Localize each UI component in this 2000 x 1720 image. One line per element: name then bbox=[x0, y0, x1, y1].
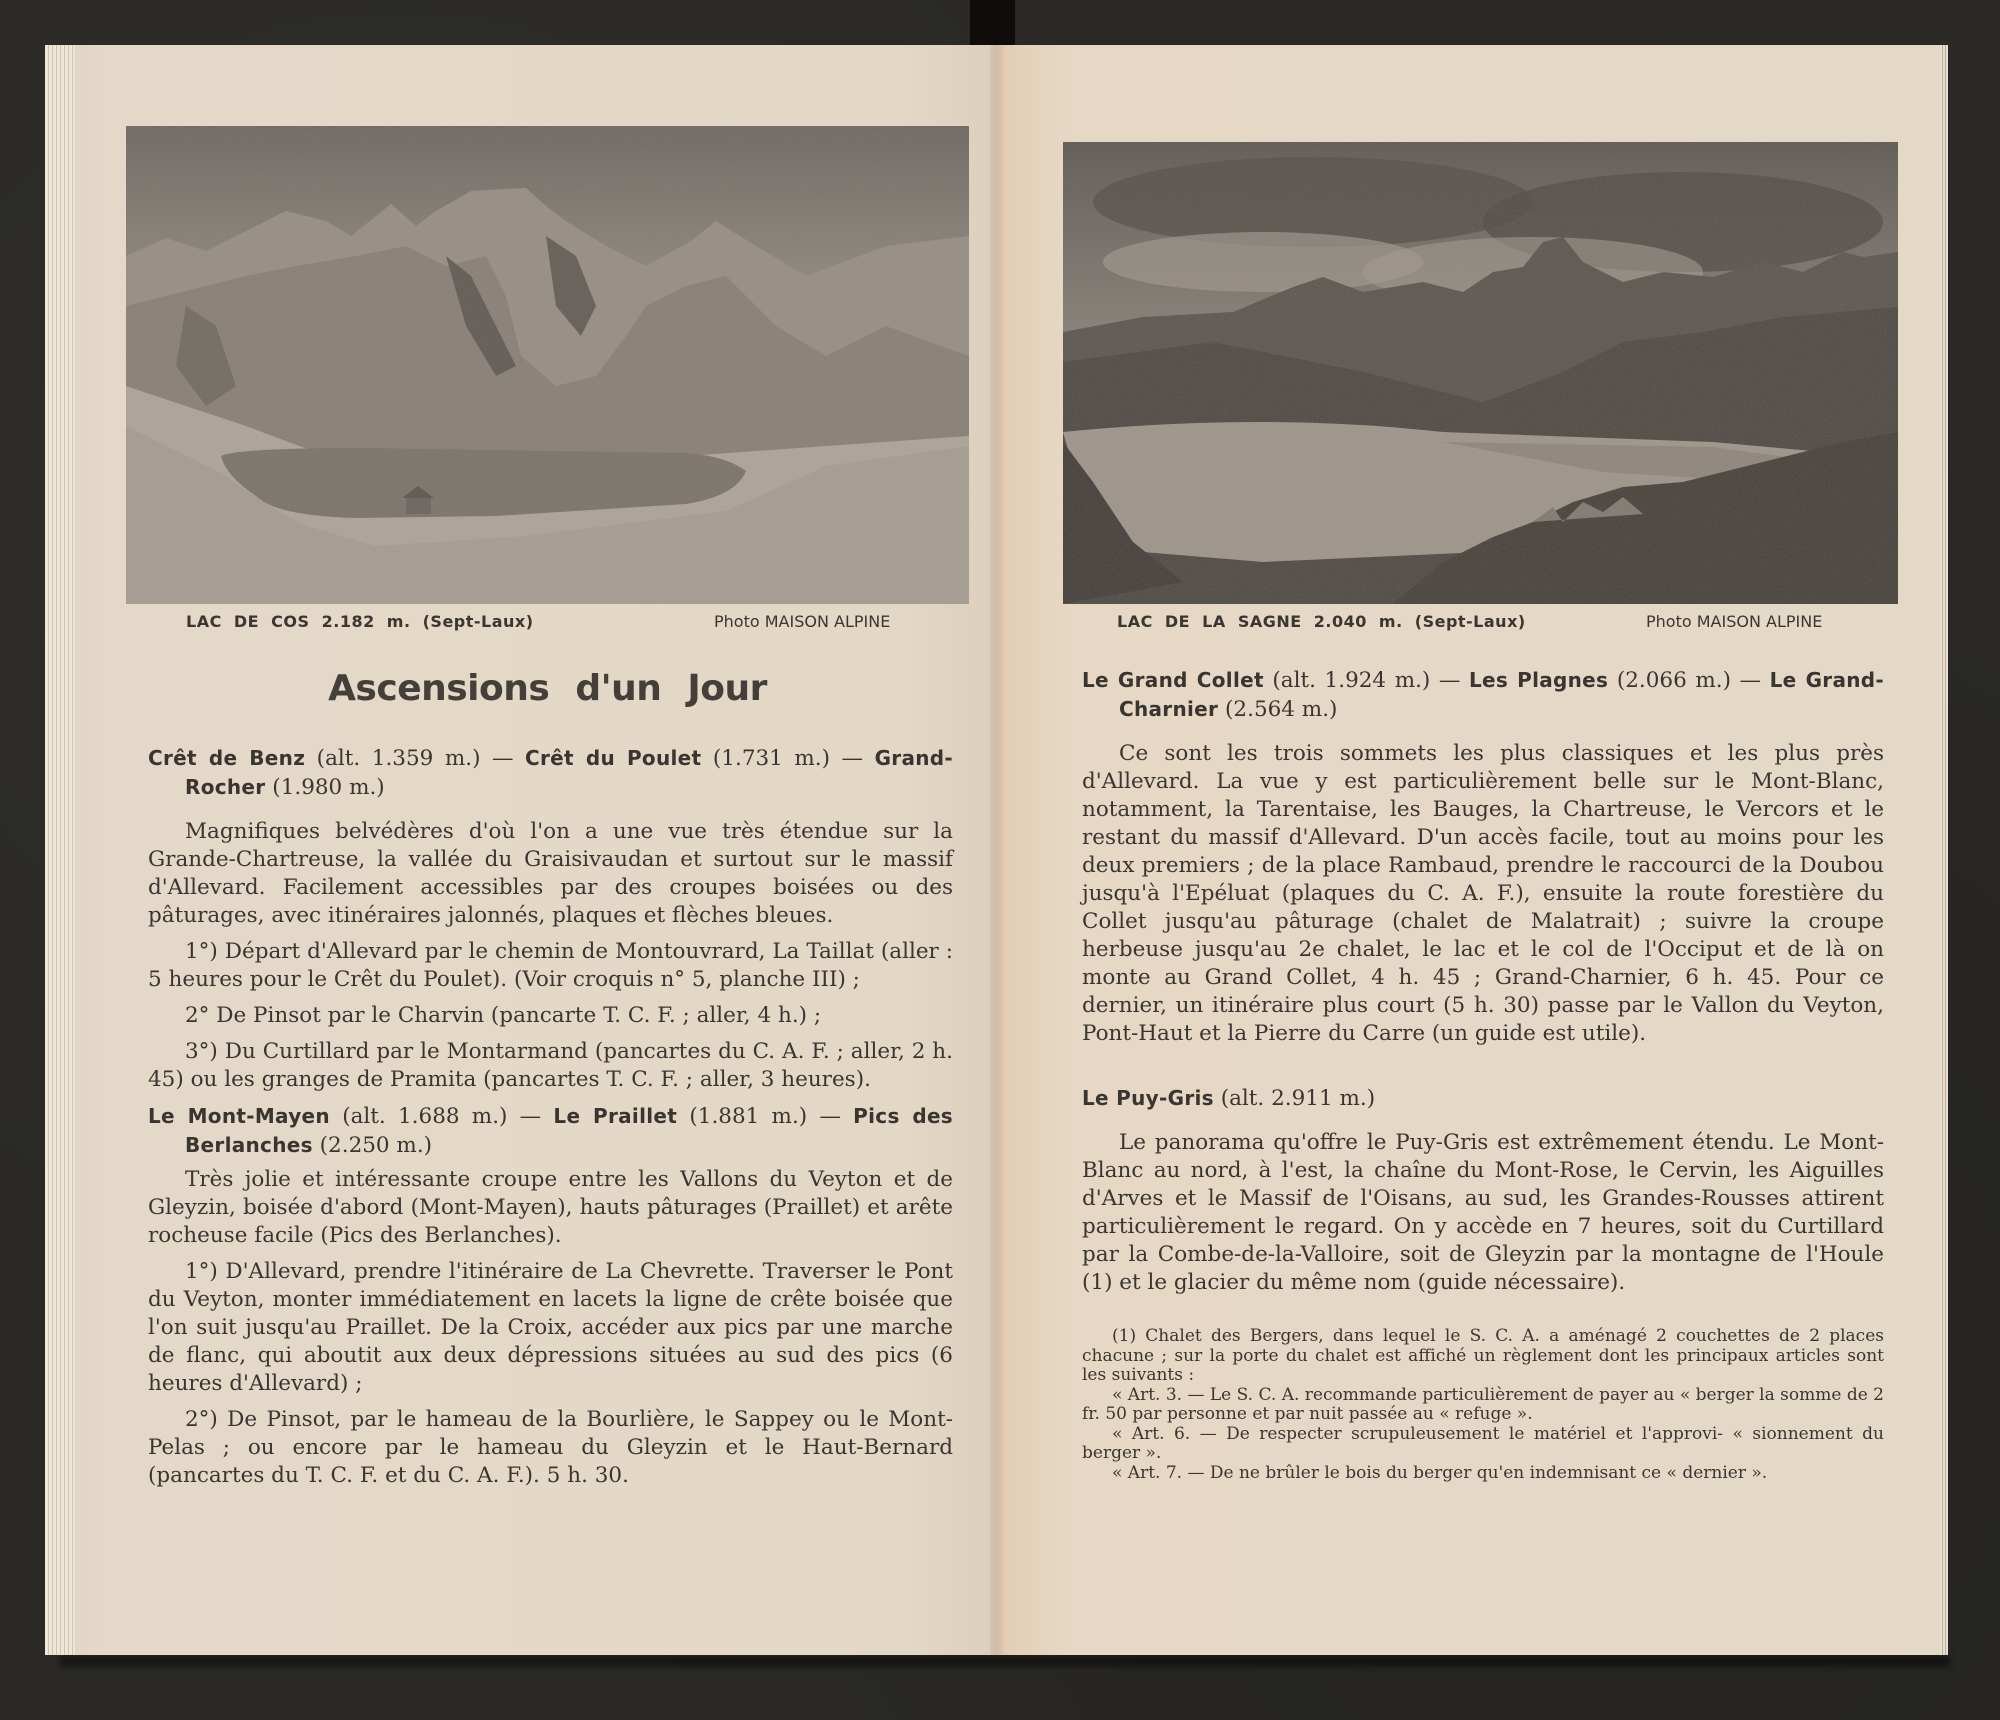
page-title: Ascensions d'un Jour bbox=[328, 668, 767, 709]
photo-lac-de-cos bbox=[126, 126, 969, 604]
paragraph: 3°) Du Curtillard par le Montarmand (pancartes du C. A. F. ; aller, 2 h. 45) ou les granges de Pramita (pancartes T. C. F. ; aller, 3 heures). bbox=[148, 1039, 953, 1092]
paragraph: 2° De Pinsot par le Charvin (pancarte T. C. F. ; aller, 4 h.) ; bbox=[185, 1003, 822, 1028]
right-page-edges bbox=[1940, 45, 1948, 1655]
summit-name: Le Puy-Gris bbox=[1082, 1086, 1214, 1110]
summit-alt: (alt. 1.359 m.) — bbox=[305, 746, 526, 771]
photo-caption-right bbox=[1117, 612, 1526, 631]
summit-name: Le Praillet bbox=[553, 1104, 678, 1128]
paragraph: 2°) De Pinsot, par le hameau de la Bourlière, le Sappey ou le Mont-Pelas ; ou encore par le hameau du Gleyzin et le Haut-Bernard (pancartes du T. C. F. et du C. A. F.). 5 h. 30. bbox=[148, 1407, 953, 1488]
footnote-intro: (1) Chalet des Bergers, dans lequel le S. C. A. a aménagé 2 couchettes de 2 places chacune ; sur la porte du chalet est affiché un règlement dont les principaux articles sont les suivants : bbox=[1082, 1326, 1884, 1385]
caption-credit: Photo MAISON ALPINE bbox=[1646, 612, 1823, 631]
caption-title: LAC DE COS 2.182 m. (Sept-Laux) bbox=[186, 612, 534, 631]
footnote-article: « Art. 7. — De ne brûler le bois du berger qu'en indemnisant ce « dernier ». bbox=[1112, 1462, 1768, 1483]
summit-alt: (alt. 2.911 m.) bbox=[1213, 1086, 1376, 1111]
summit-name: Le Grand Collet bbox=[1082, 668, 1264, 692]
book-spine bbox=[990, 45, 1004, 1655]
summit-name: Pics des Berlanches bbox=[185, 1104, 954, 1157]
section-heading bbox=[148, 744, 953, 802]
paragraph: Magnifiques belvédères d'où l'on a une vue très étendue sur la Grande-Chartreuse, la vallée du Graisivaudan et surtout sur le massif d'Allevard. Facilement accessibles par des croupes boisées ou des pâturages, avec itinéraires jalonnés, plaques et flèches bleues. bbox=[148, 819, 953, 928]
summit-alt: (alt. 1.924 m.) — bbox=[1263, 668, 1469, 693]
summit-name: Crêt de Benz bbox=[148, 746, 306, 770]
summit-name: Crêt du Poulet bbox=[525, 746, 702, 770]
photo-caption-left bbox=[186, 612, 534, 631]
summit-alt: (2.564 m.) bbox=[1218, 697, 1338, 722]
summit-alt: (1.980 m.) bbox=[265, 775, 385, 800]
paragraph: 1°) D'Allevard, prendre l'itinéraire de La Chevrette. Traverser le Pont du Veyton, monter immédiatement en lacets la ligne de crête boisée que l'on suit jusqu'au Praillet. De la Croix, accéder aux pics par une marche de flanc, qui aboutit aux deux dépressions situées au sud des pics (6 heures d'Allevard) ; bbox=[148, 1259, 953, 1396]
summit-alt: (2.066 m.) — bbox=[1608, 668, 1770, 693]
right-column-text bbox=[1082, 666, 1884, 1483]
summit-name: Les Plagnes bbox=[1468, 668, 1609, 692]
section-heading bbox=[1082, 666, 1884, 724]
section-heading bbox=[1082, 1084, 1884, 1113]
paragraph: 1°) Départ d'Allevard par le chemin de Montouvrard, La Taillat (aller : 5 heures pour le Crêt du Poulet). (Voir croquis n° 5, planche III) ; bbox=[148, 939, 953, 992]
paragraph: Ce sont les trois sommets les plus classiques et les plus près d'Allevard. La vue y est particulièrement belle sur le Mont-Blanc, notamment, la Tarentaise, les Bauges, la Chartreuse, le Vercors et le restant du massif d'Allevard. D'un accès facile, tout au moins pour les deux premiers ; de la place Rambaud, prendre le raccourci de la Doubou jusqu'à l'Epéluat (plaques du C. A. F.), ensuite la route forestière du Collet jusqu'au pâturage (chalet de Malatrait) ; suivre la croupe herbeuse jusqu'au 2e chalet, le lac et le col de l'Occiput et de là on monte au Grand Collet, 4 h. 45 ; Grand-Charnier, 6 h. 45. Pour ce dernier, un itinéraire plus court (5 h. 30) passe par le Vallon du Veyton, Pont-Haut et la Pierre du Carre (un guide est utile). bbox=[1082, 741, 1884, 1046]
footnote-article: « Art. 6. — De respecter scrupuleusement le matériel et l'approvi- « sionnement du berger ». bbox=[1082, 1423, 1884, 1463]
caption-title: LAC DE LA SAGNE 2.040 m. (Sept-Laux) bbox=[1117, 612, 1526, 631]
summit-alt: (1.881 m.) — bbox=[677, 1104, 854, 1129]
summit-alt: (alt. 1.688 m.) — bbox=[329, 1104, 554, 1129]
paragraph: Le panorama qu'offre le Puy-Gris est extrêmement étendu. Le Mont-Blanc au nord, à l'est, la chaîne du Mont-Rose, le Cervin, les Aiguilles d'Arves et le Massif de l'Oisans, au sud, les Grandes-Rousses attirent particulièrement le regard. On y accède en 7 heures, soit du Curtillard par la Combe-de-la-Valloire, soit de Gleyzin par la montagne de l'Houle (1) et le glacier du même nom (guide nécessaire). bbox=[1082, 1130, 1884, 1295]
summit-name: Le Mont-Mayen bbox=[148, 1104, 330, 1128]
summit-name: Grand-Rocher bbox=[185, 746, 953, 799]
footnote-article: « Art. 3. — Le S. C. A. recommande particulièrement de payer au « berger la somme de 2 fr. 50 par personne et par nuit passée au « refuge ». bbox=[1082, 1384, 1884, 1424]
summit-alt: (2.250 m.) bbox=[312, 1133, 433, 1158]
book-shadow bbox=[60, 1655, 1950, 1667]
photo-lac-de-la-sagne bbox=[1063, 142, 1898, 604]
left-column-text bbox=[148, 744, 953, 1490]
paragraph: Très jolie et intéressante croupe entre les Vallons du Veyton et de Gleyzin, boisée d'abord (Mont-Mayen), hauts pâturages (Praillet) et arête rocheuse facile (Pics des Berlanches). bbox=[148, 1167, 953, 1248]
caption-credit: Photo MAISON ALPINE bbox=[714, 612, 891, 631]
footnote bbox=[1082, 1327, 1884, 1483]
summit-alt: (1.731 m.) — bbox=[701, 746, 875, 771]
summit-name: Le Grand-Charnier bbox=[1119, 668, 1884, 721]
section-heading bbox=[148, 1102, 953, 1160]
left-page-edges bbox=[45, 45, 75, 1655]
